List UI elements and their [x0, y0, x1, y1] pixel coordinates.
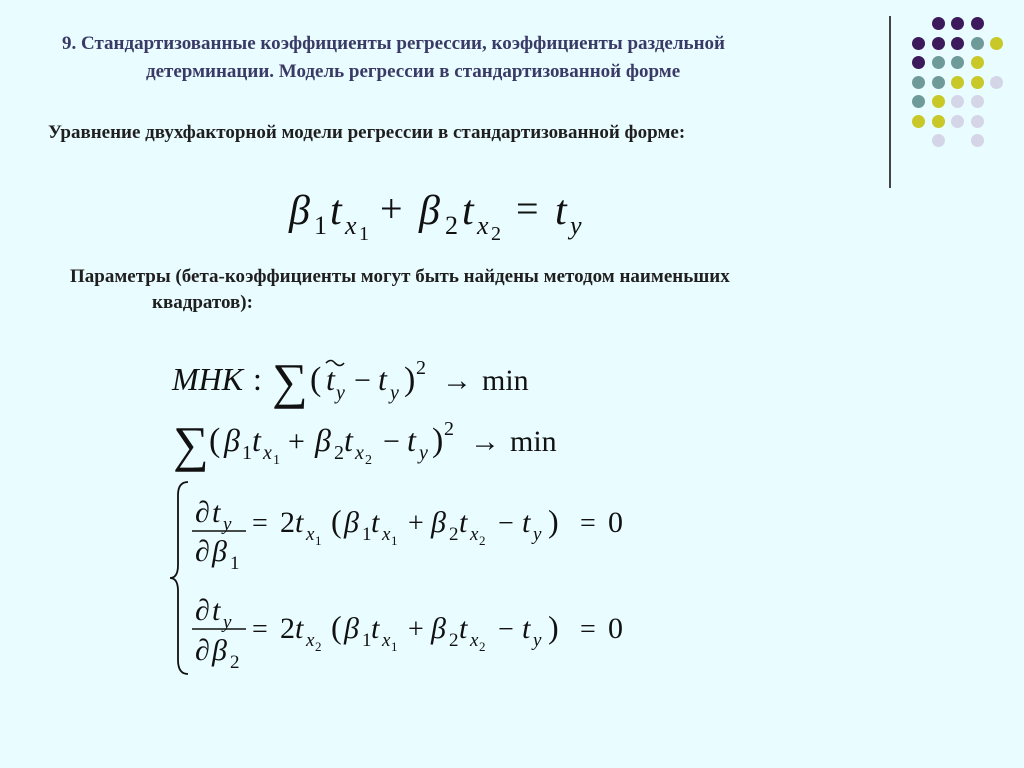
parameters-line2: квадратов): — [152, 292, 253, 313]
coefficient: 2 — [280, 612, 295, 645]
subscript: x — [382, 524, 391, 545]
subscript: 1 — [273, 453, 280, 468]
t-symbol: t — [212, 496, 221, 529]
subscript: x — [263, 442, 272, 464]
paren: ) — [548, 503, 559, 539]
t-symbol: t — [522, 506, 531, 539]
subscript: x — [306, 630, 315, 651]
min-word: min — [510, 425, 557, 458]
subscript: 1 — [359, 223, 369, 245]
zero: 0 — [608, 506, 623, 539]
equals-sign: = — [252, 614, 268, 645]
plus-sign: + — [288, 425, 305, 458]
t-symbol: t — [212, 594, 221, 627]
subscript: 2 — [449, 524, 459, 545]
t-symbol: t — [295, 506, 304, 539]
subscript: x — [470, 630, 479, 651]
subscript: y — [336, 382, 345, 404]
slide-title-line1: 9. Стандартизованные коэффициенты регрессии, коэффициенты раздельной — [62, 33, 725, 54]
t-symbol: t — [522, 612, 531, 645]
paren: ( — [331, 609, 342, 645]
partial-symbol: ∂ — [195, 535, 210, 568]
subscript: 1 — [362, 630, 372, 651]
equals-sign: = — [580, 508, 596, 539]
arrow: → — [442, 364, 472, 397]
subscript: 1 — [391, 639, 398, 654]
subscript: 2 — [479, 533, 486, 548]
subscript: x — [306, 524, 315, 545]
beta-symbol: β — [344, 612, 359, 645]
ols-expanded-line — [173, 416, 557, 472]
subscript: x — [355, 442, 364, 464]
beta-symbol: β — [431, 506, 446, 539]
equation-subheading: Уравнение двухфакторной модели регрессии в стандартизованной форме: — [48, 122, 686, 143]
beta-symbol: β — [212, 634, 227, 667]
paren: ) — [548, 609, 559, 645]
t-symbol: t — [344, 422, 353, 458]
beta-symbol: β — [344, 506, 359, 539]
subscript: 1 — [391, 533, 398, 548]
minus-sign: − — [383, 425, 400, 458]
subscript: x — [470, 524, 479, 545]
partial-symbol: ∂ — [195, 496, 210, 529]
subscript: y — [223, 612, 232, 633]
t-symbol: t — [462, 188, 474, 234]
zero: 0 — [608, 612, 623, 645]
subscript: 1 — [362, 524, 372, 545]
subscript: x — [382, 630, 391, 651]
paren: ( — [310, 361, 322, 398]
partial-symbol: ∂ — [195, 634, 210, 667]
derivative-equation-beta2 — [192, 594, 623, 673]
beta-symbol: β — [224, 422, 240, 458]
subscript: 2 — [230, 652, 240, 673]
beta-symbol: β — [212, 535, 227, 568]
min-word: min — [482, 364, 529, 397]
paren: ( — [209, 422, 221, 459]
parameters-line1: Параметры (бета-коэффициенты могут быть найдены методом наименьших — [70, 266, 730, 287]
subscript: y — [419, 442, 428, 464]
equals-sign: = — [580, 614, 596, 645]
t-symbol: t — [378, 361, 387, 397]
derivative-equation-beta1 — [192, 496, 623, 574]
minus-sign: − — [498, 508, 514, 539]
subscript: y — [533, 630, 542, 651]
subscript: 2 — [479, 639, 486, 654]
minus-sign: − — [354, 364, 371, 397]
mnk-label: МНК — [172, 361, 244, 397]
subscript: y — [533, 524, 542, 545]
superscript: 2 — [444, 418, 454, 440]
t-symbol: t — [459, 506, 468, 539]
beta-symbol: β — [315, 422, 331, 458]
equals-sign: = — [252, 508, 268, 539]
t-symbol: t — [330, 188, 342, 234]
arrow: → — [470, 425, 500, 458]
equals-sign: = — [516, 186, 539, 231]
minus-sign: − — [498, 614, 514, 645]
subscript: 2 — [315, 639, 322, 654]
subscript: 1 — [314, 211, 327, 240]
plus-sign: + — [408, 508, 424, 539]
t-symbol: t — [252, 422, 261, 458]
t-symbol: t — [459, 612, 468, 645]
subscript: 2 — [365, 453, 372, 468]
t-symbol: t — [407, 422, 416, 458]
t-symbol: t — [295, 612, 304, 645]
paren: ) — [404, 361, 416, 398]
subscript: 2 — [491, 223, 501, 245]
paren: ( — [331, 503, 342, 539]
coefficient: 2 — [280, 506, 295, 539]
superscript: 2 — [416, 357, 426, 379]
subscript: y — [223, 514, 232, 535]
subscript: 2 — [334, 442, 344, 464]
subscript: 1 — [315, 533, 322, 548]
subscript: 1 — [230, 553, 240, 574]
system-brace — [170, 482, 188, 674]
subscript: 1 — [242, 442, 252, 464]
beta-symbol: β — [419, 188, 440, 234]
subscript: y — [570, 211, 582, 240]
colon: : — [253, 361, 262, 397]
ols-criterion-line — [171, 353, 529, 409]
subscript: x — [477, 211, 489, 240]
t-symbol: t — [555, 188, 567, 234]
plus-sign: + — [380, 186, 403, 231]
beta-symbol: β — [289, 188, 310, 234]
paren: ) — [432, 422, 444, 459]
t-symbol: t — [371, 612, 380, 645]
slide-title-line2: детерминации. Модель регрессии в стандартизованной форме — [146, 61, 681, 82]
beta-symbol: β — [431, 612, 446, 645]
subscript: 2 — [445, 211, 458, 240]
t-symbol: t — [326, 361, 335, 397]
plus-sign: + — [408, 614, 424, 645]
t-symbol: t — [371, 506, 380, 539]
subscript: 2 — [449, 630, 459, 651]
sum-symbol: ∑ — [272, 353, 308, 409]
partial-symbol: ∂ — [195, 594, 210, 627]
subscript: y — [390, 382, 399, 404]
subscript: x — [345, 211, 357, 240]
sum-symbol: ∑ — [173, 416, 209, 472]
